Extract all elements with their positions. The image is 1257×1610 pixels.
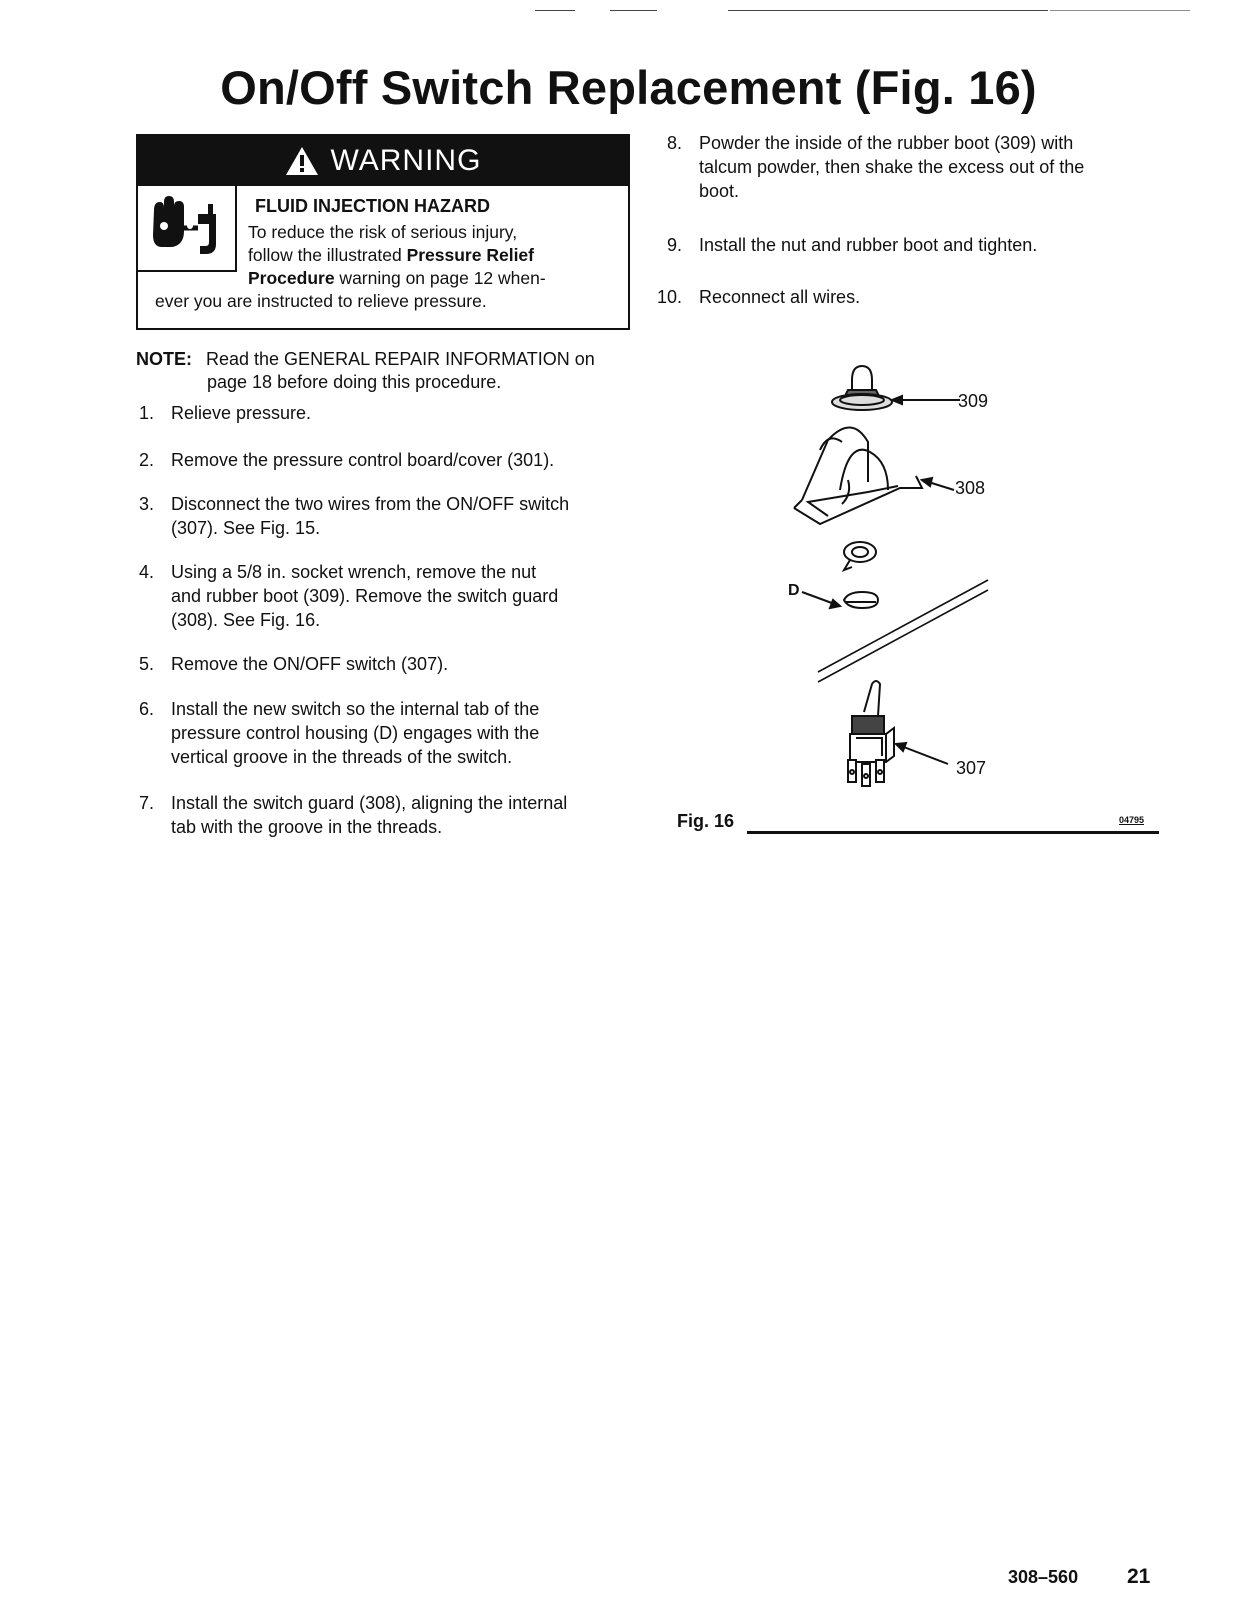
warning-triangle-icon bbox=[285, 146, 319, 176]
scan-top-line bbox=[0, 10, 1257, 12]
warning-line-4: ever you are instructed to relieve pressure. bbox=[155, 291, 487, 311]
note-line-1: Read the GENERAL REPAIR INFORMATION on bbox=[206, 349, 595, 369]
step-text: and rubber boot (309). Remove the switch guard bbox=[171, 586, 559, 606]
warning-line-3-bold: Procedure bbox=[248, 268, 335, 288]
callout-309: 309 bbox=[958, 391, 989, 411]
step-number: 9. bbox=[666, 235, 682, 255]
step-number: 8. bbox=[666, 133, 682, 153]
step-text: (307). See Fig. 15. bbox=[171, 518, 321, 538]
step-text: tab with the groove in the threads. bbox=[171, 817, 443, 837]
step-number: 3. bbox=[138, 494, 154, 514]
figure-code: 04795 bbox=[1119, 815, 1145, 825]
nut-d bbox=[802, 592, 878, 608]
step-text: Install the switch guard (308), aligning the internal bbox=[171, 793, 568, 813]
step-text: talcum powder, then shake the excess out of the bbox=[699, 157, 1085, 177]
figure-label: Fig. 16 bbox=[677, 811, 735, 831]
step-text: boot. bbox=[699, 181, 740, 201]
warning-line-1: To reduce the risk of serious injury, bbox=[248, 222, 518, 242]
step-number: 7. bbox=[138, 793, 154, 813]
step-number: 5. bbox=[138, 654, 154, 674]
step-text: Install the nut and rubber boot and tighten. bbox=[699, 235, 1038, 255]
warning-header-text: WARNING bbox=[330, 144, 482, 177]
warning-line-3-text: warning on page 12 when- bbox=[334, 268, 546, 288]
figure-16 bbox=[780, 340, 1180, 820]
exploded-view-drawing bbox=[780, 340, 1180, 820]
warning-line-2-text: follow the illustrated bbox=[248, 245, 407, 265]
hazard-title: FLUID INJECTION HAZARD bbox=[255, 196, 490, 216]
hazard-icon-frame bbox=[138, 186, 237, 272]
warning-box bbox=[136, 134, 630, 330]
step-text: vertical groove in the threads of the switch. bbox=[171, 747, 513, 767]
step-text: Powder the inside of the rubber boot (309) with bbox=[699, 133, 1074, 153]
footer-doc-number: 308–560 bbox=[1008, 1567, 1079, 1587]
warning-line-2 bbox=[248, 245, 534, 266]
callout-d: D bbox=[788, 582, 800, 599]
step-text: (308). See Fig. 16. bbox=[171, 610, 321, 630]
step-text: Disconnect the two wires from the ON/OFF switch bbox=[171, 494, 570, 514]
warning-line-2-bold: Pressure Relief bbox=[406, 245, 534, 265]
step-text: Remove the ON/OFF switch (307). bbox=[171, 654, 449, 674]
toggle-switch-307 bbox=[848, 681, 948, 786]
callout-307: 307 bbox=[956, 758, 987, 778]
step-text: Using a 5/8 in. socket wrench, remove the nut bbox=[171, 562, 537, 582]
step-number: 2. bbox=[138, 450, 154, 470]
step-text: Install the new switch so the internal tab of the bbox=[171, 699, 540, 719]
housing-panel bbox=[818, 580, 988, 682]
step-number: 10. bbox=[656, 287, 682, 307]
step-text: pressure control housing (D) engages with the bbox=[171, 723, 540, 743]
switch-guard-308 bbox=[794, 427, 954, 524]
footer-page-number: 21 bbox=[1127, 1565, 1151, 1588]
figure-rule bbox=[747, 831, 1159, 834]
step-number: 1. bbox=[138, 403, 154, 423]
callout-308: 308 bbox=[955, 478, 986, 498]
rubber-boot-309 bbox=[832, 366, 960, 410]
note-label: NOTE: bbox=[136, 349, 192, 369]
fluid-injection-hand-icon bbox=[138, 186, 235, 270]
step-text: Reconnect all wires. bbox=[699, 287, 861, 307]
warning-line-3 bbox=[248, 268, 546, 289]
step-text: Remove the pressure control board/cover (301). bbox=[171, 450, 555, 470]
step-text: Relieve pressure. bbox=[171, 403, 312, 423]
lock-washer bbox=[844, 542, 876, 570]
page-title: On/Off Switch Replacement (Fig. 16) bbox=[220, 61, 1037, 114]
note-line-2: page 18 before doing this procedure. bbox=[207, 372, 502, 392]
step-number: 6. bbox=[138, 699, 154, 719]
step-number: 4. bbox=[138, 562, 154, 582]
warning-header bbox=[138, 136, 628, 186]
